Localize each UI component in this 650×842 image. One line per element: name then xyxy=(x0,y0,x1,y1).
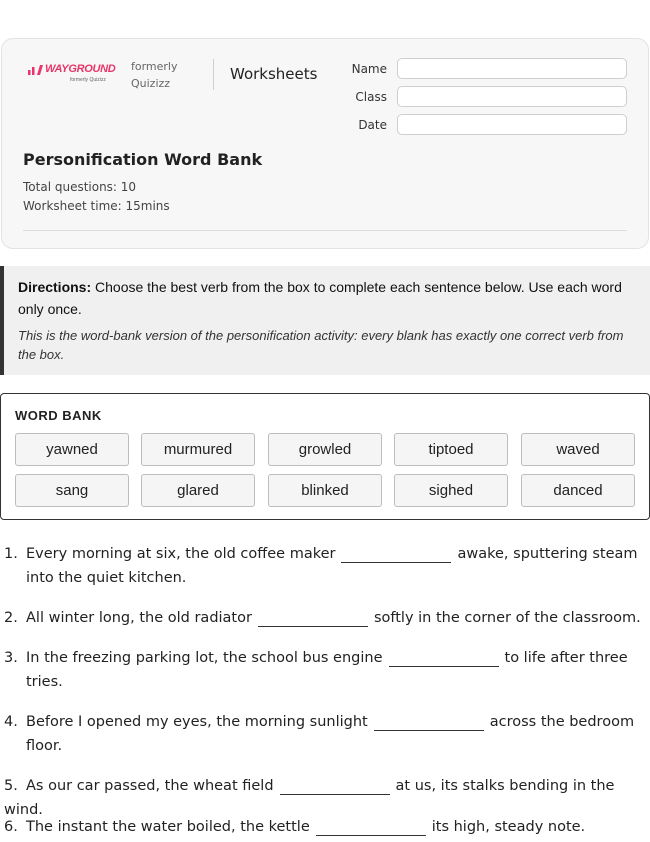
question-text: The instant the water boiled, the kettle xyxy=(26,819,310,835)
question-text: into the quiet kitchen. xyxy=(26,570,187,586)
quizizz-line: Quizizz xyxy=(131,77,171,90)
question-item xyxy=(4,646,644,694)
word-chip: waved xyxy=(521,433,635,466)
question-text: tries. xyxy=(26,674,63,690)
section-title: Worksheets xyxy=(230,65,318,83)
question-number: 6. xyxy=(4,819,18,835)
worksheet-title: Personification Word Bank xyxy=(23,150,263,169)
question-number: 3. xyxy=(4,650,18,666)
question-number: 4. xyxy=(4,714,18,730)
question-text: to life after three xyxy=(504,650,628,666)
word-chip: blinked xyxy=(268,474,382,507)
question-text: Every morning at six, the old coffee maker xyxy=(26,546,336,562)
directions-body: Choose the best verb from the box to complete each sentence below. Use each word only once. xyxy=(18,279,622,317)
word-chip: glared xyxy=(141,474,255,507)
logo-mark-icon xyxy=(28,65,43,75)
formerly-line: formerly xyxy=(131,60,178,73)
question-text: Before I opened my eyes, the morning sunlight xyxy=(26,714,368,730)
worksheet-time: Worksheet time: 15mins xyxy=(23,199,170,213)
word-chip: sang xyxy=(15,474,129,507)
question-text: In the freezing parking lot, the school bus engine xyxy=(26,650,383,666)
question-text: at us, its stalks bending in the wind. xyxy=(4,778,615,818)
header-rule xyxy=(23,230,627,231)
answer-blank[interactable] xyxy=(374,714,484,731)
directions-panel xyxy=(0,266,650,375)
answer-blank[interactable] xyxy=(341,546,451,563)
question-item xyxy=(4,710,644,758)
word-bank-title: WORD BANK xyxy=(15,408,102,423)
directions-note: This is the word-bank version of the personification activity: every blank has exactly one correct verb from the box. xyxy=(18,328,624,362)
date-field[interactable] xyxy=(397,114,627,135)
word-chip: danced xyxy=(521,474,635,507)
question-text: All winter long, the old radiator xyxy=(26,610,252,626)
question-text: awake, sputtering steam xyxy=(457,546,638,562)
class-label: Class xyxy=(355,90,387,104)
question-number: 2. xyxy=(4,610,18,626)
answer-blank[interactable] xyxy=(258,610,368,627)
question-text: across the bedroom xyxy=(489,714,635,730)
directions-text xyxy=(18,276,636,320)
class-field[interactable] xyxy=(397,86,627,107)
word-bank xyxy=(0,393,650,520)
logo-text: WAYGROUND xyxy=(45,63,116,75)
answer-blank[interactable] xyxy=(280,778,390,795)
total-questions: Total questions: 10 xyxy=(23,180,137,194)
word-chip: sighed xyxy=(394,474,508,507)
question-item xyxy=(4,606,644,630)
answer-blank[interactable] xyxy=(389,650,499,667)
logo-subtext: formerly Quizizz xyxy=(70,77,106,83)
word-chip: yawned xyxy=(15,433,129,466)
question-text: floor. xyxy=(26,738,63,754)
question-item xyxy=(4,542,644,590)
formerly-note xyxy=(131,58,178,92)
answer-blank[interactable] xyxy=(316,819,426,836)
question-text: As our car passed, the wheat field xyxy=(26,778,274,794)
question-number: 1. xyxy=(4,546,18,562)
question-number: 5. xyxy=(4,778,18,794)
question-item xyxy=(4,815,644,839)
header-divider xyxy=(213,59,214,90)
word-chip: growled xyxy=(268,433,382,466)
question-text: its high, steady note. xyxy=(431,819,586,835)
word-chip: tiptoed xyxy=(394,433,508,466)
wayground-logo xyxy=(28,63,118,87)
name-label: Name xyxy=(351,62,387,76)
directions-label: Directions: xyxy=(18,279,92,295)
question-text: softly in the corner of the classroom. xyxy=(373,610,641,626)
word-chip: murmured xyxy=(141,433,255,466)
date-label: Date xyxy=(358,118,387,132)
name-field[interactable] xyxy=(397,58,627,79)
